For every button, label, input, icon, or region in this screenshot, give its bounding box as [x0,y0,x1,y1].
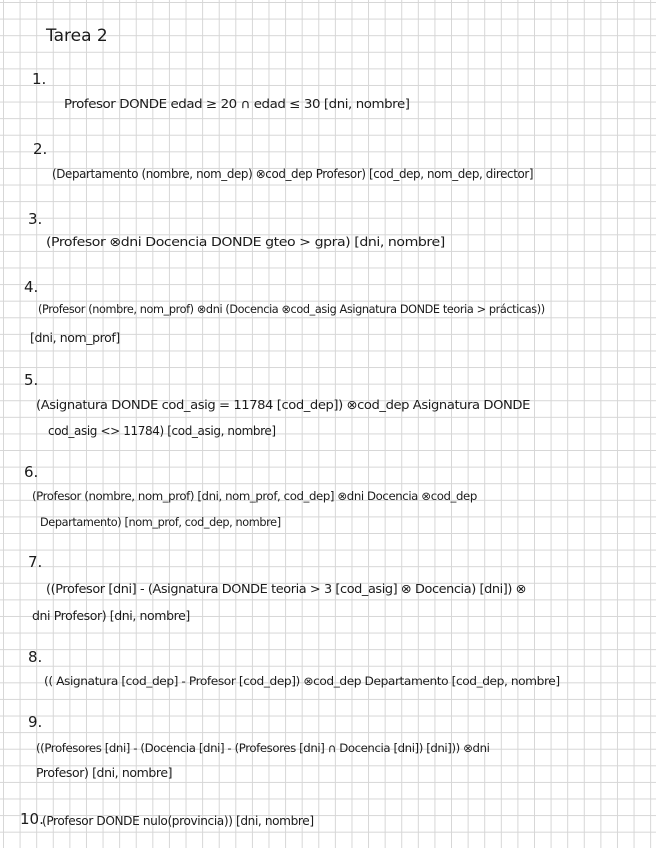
exercise-9-number: 9. [28,713,43,731]
exercise-5-line-2: cod_asig <> 11784) [cod_asig, nombre] [48,423,276,438]
exercise-10-number: 10. [20,810,44,828]
exercise-8-number: 8. [28,648,43,666]
exercise-1-line-1: Profesor DONDE edad ≥ 20 ∩ edad ≤ 30 [dni, nombre] [64,96,410,111]
exercise-9-line-1: ((Profesores [dni] - (Docencia [dni] - (Profesores [dni] ∩ Docencia [dni]) [dni])) ⊗dni [36,741,490,755]
exercise-6-line-1: (Profesor (nombre, nom_prof) [dni, nom_prof, cod_dep] ⊗dni Docencia ⊗cod_dep [32,489,477,503]
exercise-5-line-1: (Asignatura DONDE cod_asig = 11784 [cod_dep]) ⊗cod_dep Asignatura DONDE [36,397,530,412]
exercise-9-line-2: Profesor) [dni, nombre] [36,765,173,780]
exercise-4-line-1: (Profesor (nombre, nom_prof) ⊗dni (Docencia ⊗cod_asig Asignatura DONDE teoria > prácticas)) [38,302,545,316]
exercise-1-number: 1. [32,70,47,88]
exercise-6-line-2: Departamento) [nom_prof, cod_dep, nombre] [40,515,281,529]
exercise-3-number: 3. [28,210,43,228]
exercise-2-line-1: (Departamento (nombre, nom_dep) ⊗cod_dep Profesor) [cod_dep, nom_dep, director] [52,166,534,181]
exercise-6-number: 6. [24,463,39,481]
exercise-7-line-1: ((Profesor [dni] - (Asignatura DONDE teoria > 3 [cod_asig] ⊗ Docencia) [dni]) ⊗ [46,581,527,596]
exercise-8-line-1: (( Asignatura [cod_dep] - Profesor [cod_dep]) ⊗cod_dep Departamento [cod_dep, nombre] [44,674,560,688]
exercise-7-line-2: dni Profesor) [dni, nombre] [32,608,190,623]
exercise-2-number: 2. [33,140,48,158]
page-title: Tarea 2 [46,26,108,46]
exercise-4-line-2: [dni, nom_prof] [30,330,120,345]
exercise-10-line-1: (Profesor DONDE nulo(provincia)) [dni, nombre] [42,813,314,828]
exercise-4-number: 4. [24,278,39,296]
exercise-3-line-1: (Profesor ⊗dni Docencia DONDE gteo > gpra) [dni, nombre] [46,234,445,249]
exercise-7-number: 7. [28,553,43,571]
exercise-5-number: 5. [24,371,39,389]
